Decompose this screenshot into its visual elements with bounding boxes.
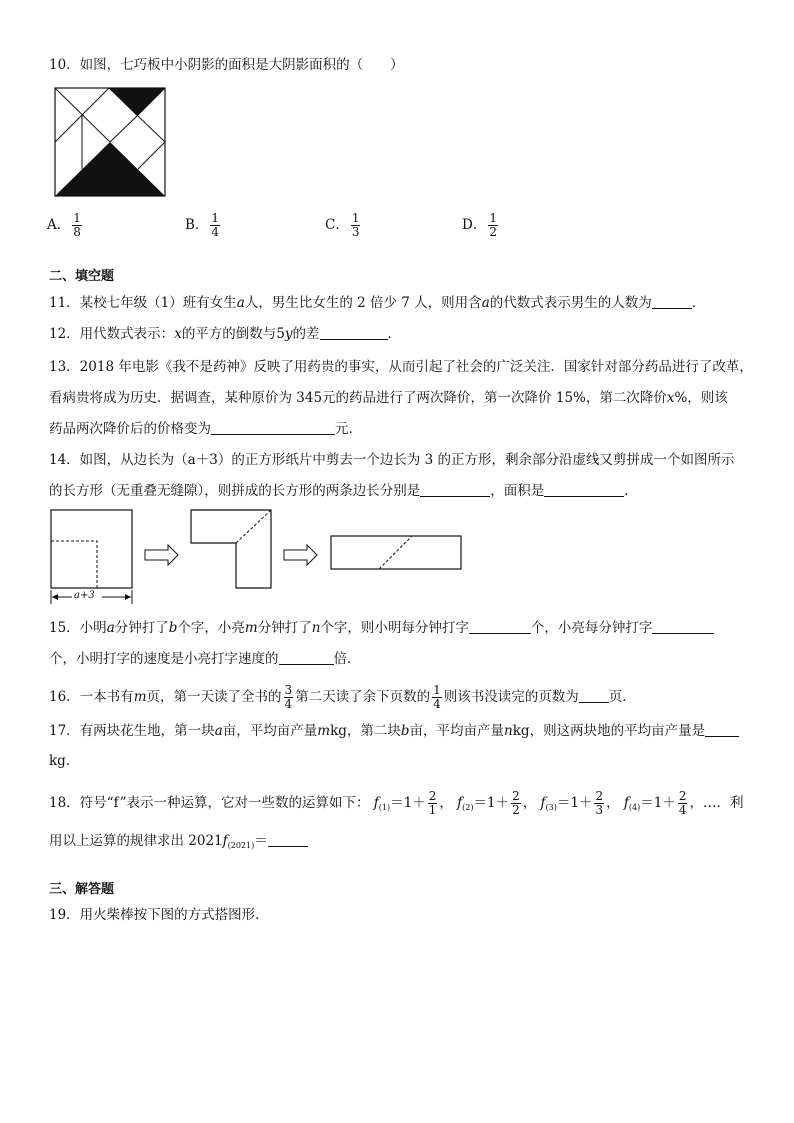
tangram-figure	[54, 87, 166, 197]
section-3-title: 三、解答题	[49, 882, 115, 897]
question-18-line2: 用以上运算的规律求出 $2021f_{(2021)}=$	[49, 832, 308, 855]
question-13-line3: 药品两次降价后的价格变为 元．	[49, 421, 362, 437]
question-18-line1: 18．符号“f”表示一种运算，它对一些数的运算如下： $f_{(1)}=1+$ $\frac{2}{1}$ ， $f_{(2)}=1+$ $\frac{2}{2}$ ， $f_{(3)}=1+$ $\frac{2}{3}$ ， $f_{(4)}=1+$ $\frac{2}{4}$ ，…．利	[49, 789, 744, 817]
question-13-line1: 13．2018 年电影《我不是药神》反映了用药贵的事实，从而引起了社会的广泛关注．国家针对部分药品进行了改革，	[49, 359, 753, 375]
question-19: 19．用火柴棒按下图的方式搭图形．	[49, 907, 269, 923]
dimension-label: a+3	[74, 590, 95, 601]
square-cut-figure	[48, 508, 468, 606]
question-17-line1: 17．有两块花生地，第一块a亩，平均亩产量mkg，第二块b亩，平均亩产量nkg，则这两块地的平均亩产量是	[49, 722, 739, 740]
question-11: 11．某校七年级（1）班有女生a人，男生比女生的 2 倍少 7 人，则用含a的代数式表示男生的人数为 ．	[49, 295, 706, 311]
option-c: C． $\frac{1}{3}$	[325, 211, 360, 239]
option-a: A． $\frac{1}{8}$	[47, 211, 81, 239]
question-15-line2: 个，小明打字的速度是小亮打字速度的 倍．	[49, 651, 361, 667]
question-15-line1: 15．小明a分钟打了b个字，小亮m分钟打了n个字，则小明每分钟打字 个，小亮每分钟打字	[49, 619, 714, 637]
option-d: D． $\frac{1}{2}$	[462, 211, 497, 239]
question-17-line2: kg．	[49, 753, 80, 769]
section-2-title: 二、填空题	[49, 269, 115, 284]
question-10: 10．如图，七巧板中小阴影的面积是大阴影面积的（ ）	[49, 57, 404, 73]
question-14-line1: 14．如图，从边长为（a＋3）的正方形纸片中剪去一个边长为 3 的正方形，剩余部分沿虚线又剪拼成一个如图所示	[49, 452, 735, 468]
question-13-line2: 看病贵将成为历史．据调查，某种原价为 345元的药品进行了两次降价，第一次降价 15%，第二次降价x%，则该	[49, 390, 728, 406]
question-16: 16．一本书有m页，第一天读了全书的 $\frac{3}{4}$ 第二天读了余下页数的 $\frac{1}{4}$ 则该书没读完的页数为 页．	[49, 683, 636, 711]
question-12: 12．用代数式表示：x的平方的倒数与5y的差 ．	[49, 326, 402, 342]
question-14-line2: 的长方形（无重叠无缝隙），则拼成的长方形的两条边长分别是 ，面积是 ．	[49, 483, 638, 499]
option-b: B． $\frac{1}{4}$	[185, 211, 220, 239]
